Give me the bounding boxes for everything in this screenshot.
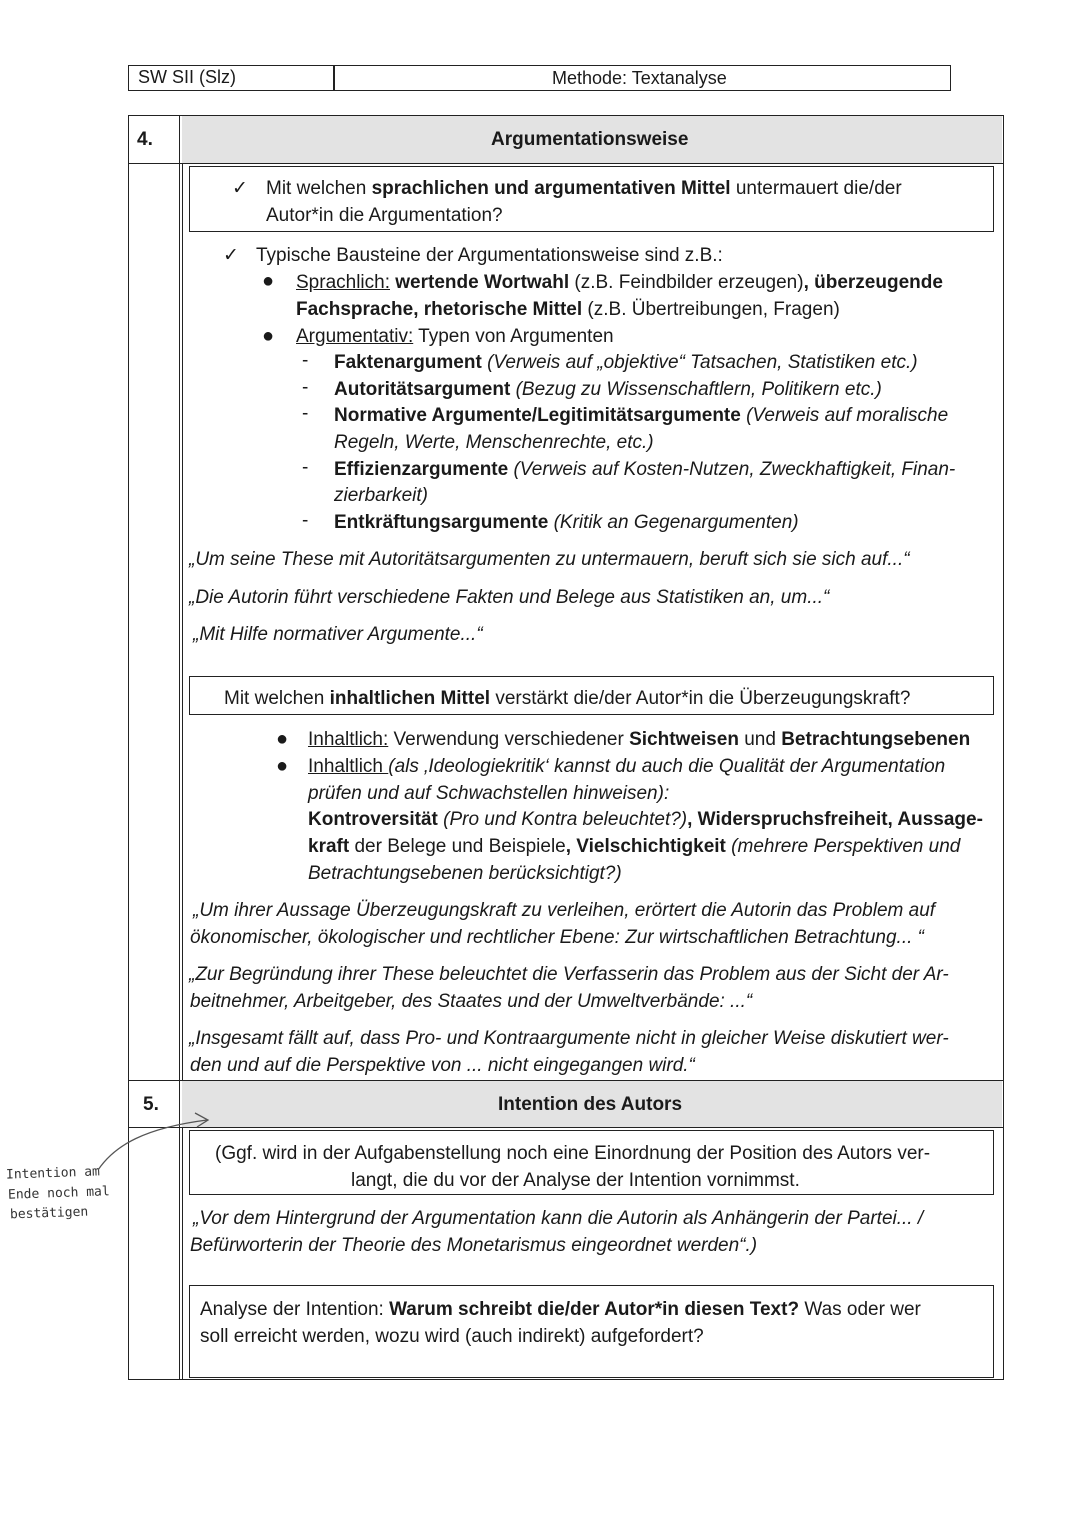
- sprachlich-line1: [296, 270, 943, 297]
- argtype-entkraeftung-desc: (Kritik an Gegenargumenten): [548, 512, 799, 533]
- argtype-effizienz-desc2: zierbarkeit): [334, 485, 428, 506]
- argumentativ-label: Argumentativ:: [296, 326, 414, 347]
- handwritten-arrow-icon: [95, 1110, 215, 1180]
- argtype-effizienz: [334, 457, 955, 484]
- inhaltlich-1-line: [308, 727, 970, 754]
- inhaltlich-1-t1: Verwendung verschiedener: [388, 729, 630, 750]
- argtype-entkraeftung: [334, 510, 799, 537]
- argtype-autoritaet-name: Autoritätsargument: [334, 379, 511, 400]
- question2-post: verstärkt die/der Autor*in die Überzeugungskraft?: [490, 688, 911, 709]
- example2-0-l1: „Um ihrer Aussage Überzeugungskraft zu verleihen, erörtert die Autorin das Problem auf: [193, 900, 936, 921]
- bullet-argumentativ: ●: [262, 325, 275, 347]
- table-rule-h3: [129, 1127, 1003, 1128]
- analysis-pre: Analyse der Intention:: [200, 1299, 390, 1320]
- argtype-fakten-name: Faktenargument: [334, 352, 482, 373]
- inhaltlich-2-line5: Betrachtungsebenen berücksichtigt?): [308, 863, 622, 884]
- sprachlich-t1: (z.B. Feindbilder erzeugen): [569, 272, 804, 293]
- inhaltlich-2-t1: der Belege und Beispiele: [349, 836, 566, 857]
- question1-check: ✓: [232, 178, 248, 199]
- inhaltlich-2-line3: [308, 807, 983, 834]
- argtype-normativ: [334, 403, 948, 430]
- section5-number: 5.: [143, 1094, 159, 1115]
- section5-example-l1: „Vor dem Hintergrund der Argumentation kann die Autorin als Anhängerin der Partei... /: [193, 1208, 924, 1229]
- sprachlich-label: Sprachlich:: [296, 272, 390, 293]
- argumentativ-text: Typen von Argumenten: [413, 326, 614, 347]
- analysis-post: Was oder wer: [799, 1299, 921, 1320]
- note-line1: (Ggf. wird in der Aufgabenstellung noch eine Einordnung der Position des Autors ver-: [215, 1143, 931, 1164]
- blocks-check: ✓: [223, 245, 239, 266]
- question1-bold: sprachlichen und argumentativen Mittel: [371, 178, 731, 199]
- inhaltlich-2-line1: [308, 754, 945, 781]
- inhaltlich-2-b1: Kontroversität: [308, 809, 438, 830]
- example1-0: „Um seine These mit Autoritätsargumenten zu untermauern, beruft sich sie sich auf...“: [189, 549, 910, 570]
- question2-pre: Mit welchen: [224, 688, 330, 709]
- question2-bold: inhaltlichen Mittel: [329, 688, 491, 709]
- sprachlich-line2: [296, 297, 840, 324]
- inhaltlich-1-label: Inhaltlich:: [308, 729, 389, 750]
- inhaltlich-2-i3: (Pro und Kontra beleuchtet?): [437, 809, 688, 830]
- question1-line2: Autor*in die Argumentation?: [266, 205, 503, 226]
- example1-2: „Mit Hilfe normativer Argumente...“: [193, 624, 483, 645]
- dash-5: -: [302, 510, 309, 531]
- question1-pre: Mit welchen: [266, 178, 372, 199]
- section4-number: 4.: [137, 129, 153, 150]
- handwritten-note-l2: Ende noch mal: [7, 1184, 110, 1203]
- inhaltlich-2-i4: (mehrere Perspektiven und: [725, 836, 961, 857]
- dash-1: -: [302, 350, 309, 371]
- question1-post: untermauert die/der: [730, 178, 902, 199]
- inhaltlich-1-t2: und: [738, 729, 782, 750]
- sprachlich-b3: Fachsprache, rhetorische Mittel: [296, 299, 583, 320]
- inhaltlich-2-line4: [308, 834, 960, 861]
- section5-title: Intention des Autors: [498, 1094, 683, 1115]
- sprachlich-b2: , überzeugende: [803, 272, 943, 293]
- dash-2: -: [302, 377, 309, 398]
- inhaltlich-2-b3: kraft: [308, 836, 350, 857]
- argtype-fakten-desc: (Verweis auf „objektive“ Tatsachen, Statistiken etc.): [481, 352, 918, 373]
- argtype-autoritaet: [334, 377, 882, 404]
- argtype-autoritaet-desc: (Bezug zu Wissenschaftlern, Politikern etc.): [510, 379, 882, 400]
- handwritten-note-l3: bestätigen: [9, 1204, 89, 1223]
- argtype-effizienz-name: Effizienzargumente: [334, 459, 509, 480]
- sprachlich-b1: wertende Wortwahl: [395, 272, 570, 293]
- example2-0-l2: ökonomischer, ökologischer und rechtlicher Ebene: Zur wirtschaftlichen Betrachtung... “: [190, 927, 924, 948]
- argtype-normativ-desc: (Verweis auf moralische: [740, 405, 949, 426]
- blocks-intro: Typische Bausteine der Argumentationsweise sind z.B.:: [256, 245, 723, 266]
- argtype-effizienz-desc: (Verweis auf Kosten-Nutzen, Zweckhaftigkeit, Finan-: [508, 459, 956, 480]
- example2-2-l1: „Insgesamt fällt auf, dass Pro- und Kontraargumente nicht in gleicher Weise diskutiert wer-: [189, 1028, 949, 1049]
- column-divider: [179, 116, 180, 1379]
- dash-3: -: [302, 403, 309, 424]
- argtype-normativ-name: Normative Argumente/Legitimitätsargumente: [334, 405, 741, 426]
- argtype-entkraeftung-name: Entkräftungsargumente: [334, 512, 549, 533]
- note-line2: langt, die du vor der Analyse der Intention vornimmst.: [351, 1170, 800, 1191]
- sprachlich-t2: (z.B. Übertreibungen, Fragen): [582, 299, 840, 320]
- bullet-inhaltlich-1: ●: [276, 728, 289, 750]
- inhaltlich-2-b4: , Vielschichtigkeit: [565, 836, 726, 857]
- example2-2-l2: den und auf die Perspektive von ... nicht eingegangen wird.“: [190, 1055, 695, 1076]
- inhaltlich-2-label: Inhaltlich: [308, 756, 389, 777]
- handwritten-note-l1: Intention am: [5, 1164, 101, 1183]
- dash-4: -: [302, 457, 309, 478]
- header-course: SW SII (Slz): [138, 67, 236, 87]
- example2-1-l2: beitnehmer, Arbeitgeber, des Staates und der Umweltverbände: ...“: [190, 991, 753, 1012]
- bullet-sprachlich: ●: [262, 270, 275, 292]
- inhaltlich-2-i1: (als ‚Ideologiekritik‘ kannst du auch die Qualität der Argumentation: [388, 756, 946, 777]
- analysis-line2: soll erreicht werden, wozu wird (auch indirekt) aufgefordert?: [200, 1326, 704, 1347]
- analysis-line1: [200, 1297, 921, 1324]
- header-method: Methode: Textanalyse: [552, 68, 727, 88]
- argtype-fakten: [334, 350, 918, 377]
- example1-1: „Die Autorin führt verschiedene Fakten und Belege aus Statistiken an, um...“: [189, 587, 830, 608]
- bullet-inhaltlich-2: ●: [276, 755, 289, 777]
- argumentativ-line: [296, 324, 614, 351]
- inhaltlich-2-line2: prüfen und auf Schwachstellen hinweisen):: [308, 783, 670, 804]
- analysis-bold: Warum schreibt die/der Autor*in diesen Text?: [389, 1299, 800, 1320]
- section4-title: Argumentationsweise: [491, 129, 689, 150]
- argtype-normativ-desc2: Regeln, Werte, Menschenrechte, etc.): [334, 432, 654, 453]
- inhaltlich-1-b2: Betrachtungsebenen: [781, 729, 971, 750]
- inhaltlich-1-b1: Sichtweisen: [629, 729, 739, 750]
- question1-line1: [266, 176, 902, 203]
- inhaltlich-2-b2: , Widerspruchsfreiheit, Aussage-: [687, 809, 983, 830]
- column-divider-2: [182, 164, 183, 1379]
- section5-example-l2: Befürworterin der Theorie des Monetarismus eingeordnet werden“.): [190, 1235, 758, 1256]
- question2-line: [224, 686, 910, 713]
- table-rule-h1: [129, 163, 1003, 164]
- example2-1-l1: „Zur Begründung ihrer These beleuchtet die Verfasserin das Problem aus der Sicht der Ar-: [189, 964, 949, 985]
